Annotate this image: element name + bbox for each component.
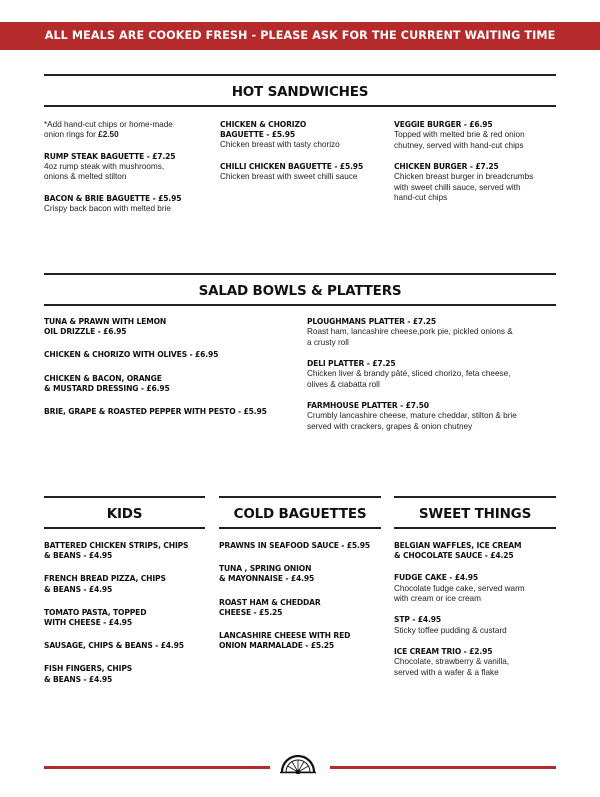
- kids-bottom-rule: [44, 527, 205, 529]
- hot-sandwiches-col-2: [220, 120, 390, 193]
- hot-sandwiches-title: HOT SANDWICHES: [231, 84, 369, 100]
- item-desc: Roast ham, lancashire cheese,pork pie, pickled onions & a crusty roll: [307, 327, 513, 347]
- menu-item: [394, 120, 559, 151]
- waiting-time-banner: ALL MEALS ARE COOKED FRESH - PLEASE ASK FOR THE CURRENT WAITING TIME: [0, 22, 600, 50]
- item-name: ICE CREAM TRIO - £2.95: [394, 647, 493, 657]
- item-name: DELI PLATTER - £7.25: [307, 359, 396, 369]
- menu-item: [394, 162, 559, 203]
- item-name: BRIE, GRAPE & ROASTED PEPPER WITH PESTO - £5.95: [44, 407, 267, 417]
- item-name: FARMHOUSE PLATTER - £7.50: [307, 401, 429, 411]
- item-name: CHILLI CHICKEN BAGUETTE - £5.95: [220, 161, 364, 171]
- menu-item: [44, 374, 299, 394]
- salads-col-1: [44, 317, 299, 428]
- item-desc: Chicken liver & brandy pâté, sliced chorizo, feta cheese, olives & ciabatta roll: [307, 369, 511, 389]
- menu-item: [394, 647, 559, 678]
- menu-item: [307, 401, 559, 432]
- footer-rule-left: [44, 766, 270, 769]
- item-name: VEGGIE BURGER - £6.95: [394, 120, 493, 129]
- menu-item: [44, 541, 209, 561]
- menu-item: [219, 598, 389, 618]
- item-name: PRAWNS IN SEAFOOD SAUCE - £5.95: [219, 541, 371, 550]
- cold-baguettes-title: COLD BAGUETTES: [233, 506, 367, 522]
- sweet-things-bottom-rule: [394, 527, 556, 529]
- hot-sandwiches-col-1: [44, 120, 214, 225]
- menu-item: [219, 631, 389, 651]
- item-name: STP - £4.95: [394, 615, 442, 625]
- item-name: CHICKEN & CHORIZO WITH OLIVES - £6.95: [44, 350, 219, 360]
- sweet-things-title: SWEET THINGS: [418, 506, 532, 522]
- item-name: TUNA , SPRING ONION & MAYONNAISE - £4.95: [219, 564, 315, 584]
- item-desc: Topped with melted brie & red onion chutney, served with hand-cut chips: [394, 130, 525, 150]
- item-name: LANCASHIRE CHEESE WITH RED ONION MARMALADE - £5.25: [219, 631, 351, 651]
- cold-baguettes-list: [219, 541, 389, 662]
- kids-top-rule: [44, 496, 205, 498]
- item-name: CHICKEN & BACON, ORANGE & MUSTARD DRESSING - £6.95: [44, 373, 170, 393]
- hot-sandwiches-bottom-rule: [44, 105, 556, 107]
- item-desc: Chicken breast with tasty chorizo: [220, 140, 340, 150]
- menu-item: [307, 317, 559, 348]
- item-desc: Chicken breast burger in breadcrumbs with sweet chilli sauce, served with hand-cut chips: [394, 172, 534, 203]
- item-name: BELGIAN WAFFLES, ICE CREAM & CHOCOLATE SAUCE - £4.25: [394, 541, 522, 561]
- sweet-things-list: [394, 541, 559, 689]
- kids-title: KIDS: [106, 506, 143, 522]
- menu-item: [219, 564, 389, 584]
- item-name: BATTERED CHICKEN STRIPS, CHIPS & BEANS - £4.95: [44, 541, 189, 561]
- hot-sandwiches-top-rule: [44, 74, 556, 76]
- hot-sandwiches-col-3: [394, 120, 559, 214]
- menu-item: [394, 615, 559, 636]
- menu-item: [44, 194, 214, 215]
- chips-addon-price: £2.50: [98, 130, 119, 140]
- item-name: BACON & BRIE BAGUETTE - £5.95: [44, 193, 182, 203]
- item-name: SAUSAGE, CHIPS & BEANS - £4.95: [44, 641, 184, 651]
- item-name: CHICKEN BURGER - £7.25: [394, 162, 499, 172]
- item-desc: Crumbly lancashire cheese, mature cheddar, stilton & brie served with crackers, grapes & onion chutney: [307, 411, 517, 431]
- item-desc: 4oz rump steak with mushrooms, onions & melted stilton: [44, 162, 165, 182]
- item-name: CHICKEN & CHORIZO BAGUETTE - £5.95: [220, 120, 307, 140]
- salads-col-2: [307, 317, 559, 443]
- menu-item: [307, 359, 559, 390]
- kids-list: [44, 541, 209, 696]
- item-desc: Chocolate, strawberry & vanilla, served with a wafer & a flake: [394, 657, 510, 677]
- item-name: RUMP STEAK BAGUETTE - £7.25: [44, 151, 176, 161]
- menu-item: [394, 541, 559, 561]
- menu-item: [44, 608, 209, 628]
- cold-baguettes-top-rule: [219, 496, 381, 498]
- menu-item: [44, 152, 214, 183]
- menu-item: [44, 664, 209, 684]
- chips-addon-note: *Add hand-cut chips or home-made onion rings for £2.50: [44, 120, 173, 140]
- salads-top-rule: [44, 273, 556, 275]
- item-name: TUNA & PRAWN WITH LEMON OIL DRIZZLE - £6.95: [44, 317, 167, 337]
- item-name: FISH FINGERS, CHIPS & BEANS - £4.95: [44, 664, 133, 684]
- item-desc: Sticky toffee pudding & custard: [394, 625, 507, 635]
- footer-rule-right: [330, 766, 556, 769]
- menu-item: [44, 317, 299, 337]
- item-name: PLOUGHMANS PLATTER - £7.25: [307, 317, 437, 326]
- menu-item: [220, 162, 390, 183]
- item-desc: Chocolate fudge cake, served warm with cream or ice cream: [394, 583, 525, 604]
- item-name: ROAST HAM & CHEDDAR CHEESE - £5.25: [219, 597, 321, 617]
- menu-item: [394, 573, 559, 604]
- menu-item: [220, 120, 390, 151]
- item-desc: Chicken breast with sweet chilli sauce: [220, 172, 358, 182]
- menu-item: [219, 541, 389, 551]
- menu-item: [44, 350, 299, 360]
- menu-item: [44, 407, 299, 417]
- menu-item: [44, 641, 209, 651]
- salads-title: SALAD BOWLS & PLATTERS: [198, 283, 402, 299]
- salads-bottom-rule: [44, 304, 556, 306]
- menu-item: [44, 574, 209, 594]
- item-desc: Crispy back bacon with melted brie: [44, 204, 171, 214]
- cold-baguettes-bottom-rule: [219, 527, 381, 529]
- sweet-things-top-rule: [394, 496, 556, 498]
- item-name: FUDGE CAKE - £4.95: [394, 573, 479, 583]
- item-name: TOMATO PASTA, TOPPED WITH CHEESE - £4.95: [44, 607, 147, 628]
- item-name: FRENCH BREAD PIZZA, CHIPS & BEANS - £4.95: [44, 574, 166, 594]
- wheel-logo-icon: [278, 748, 318, 774]
